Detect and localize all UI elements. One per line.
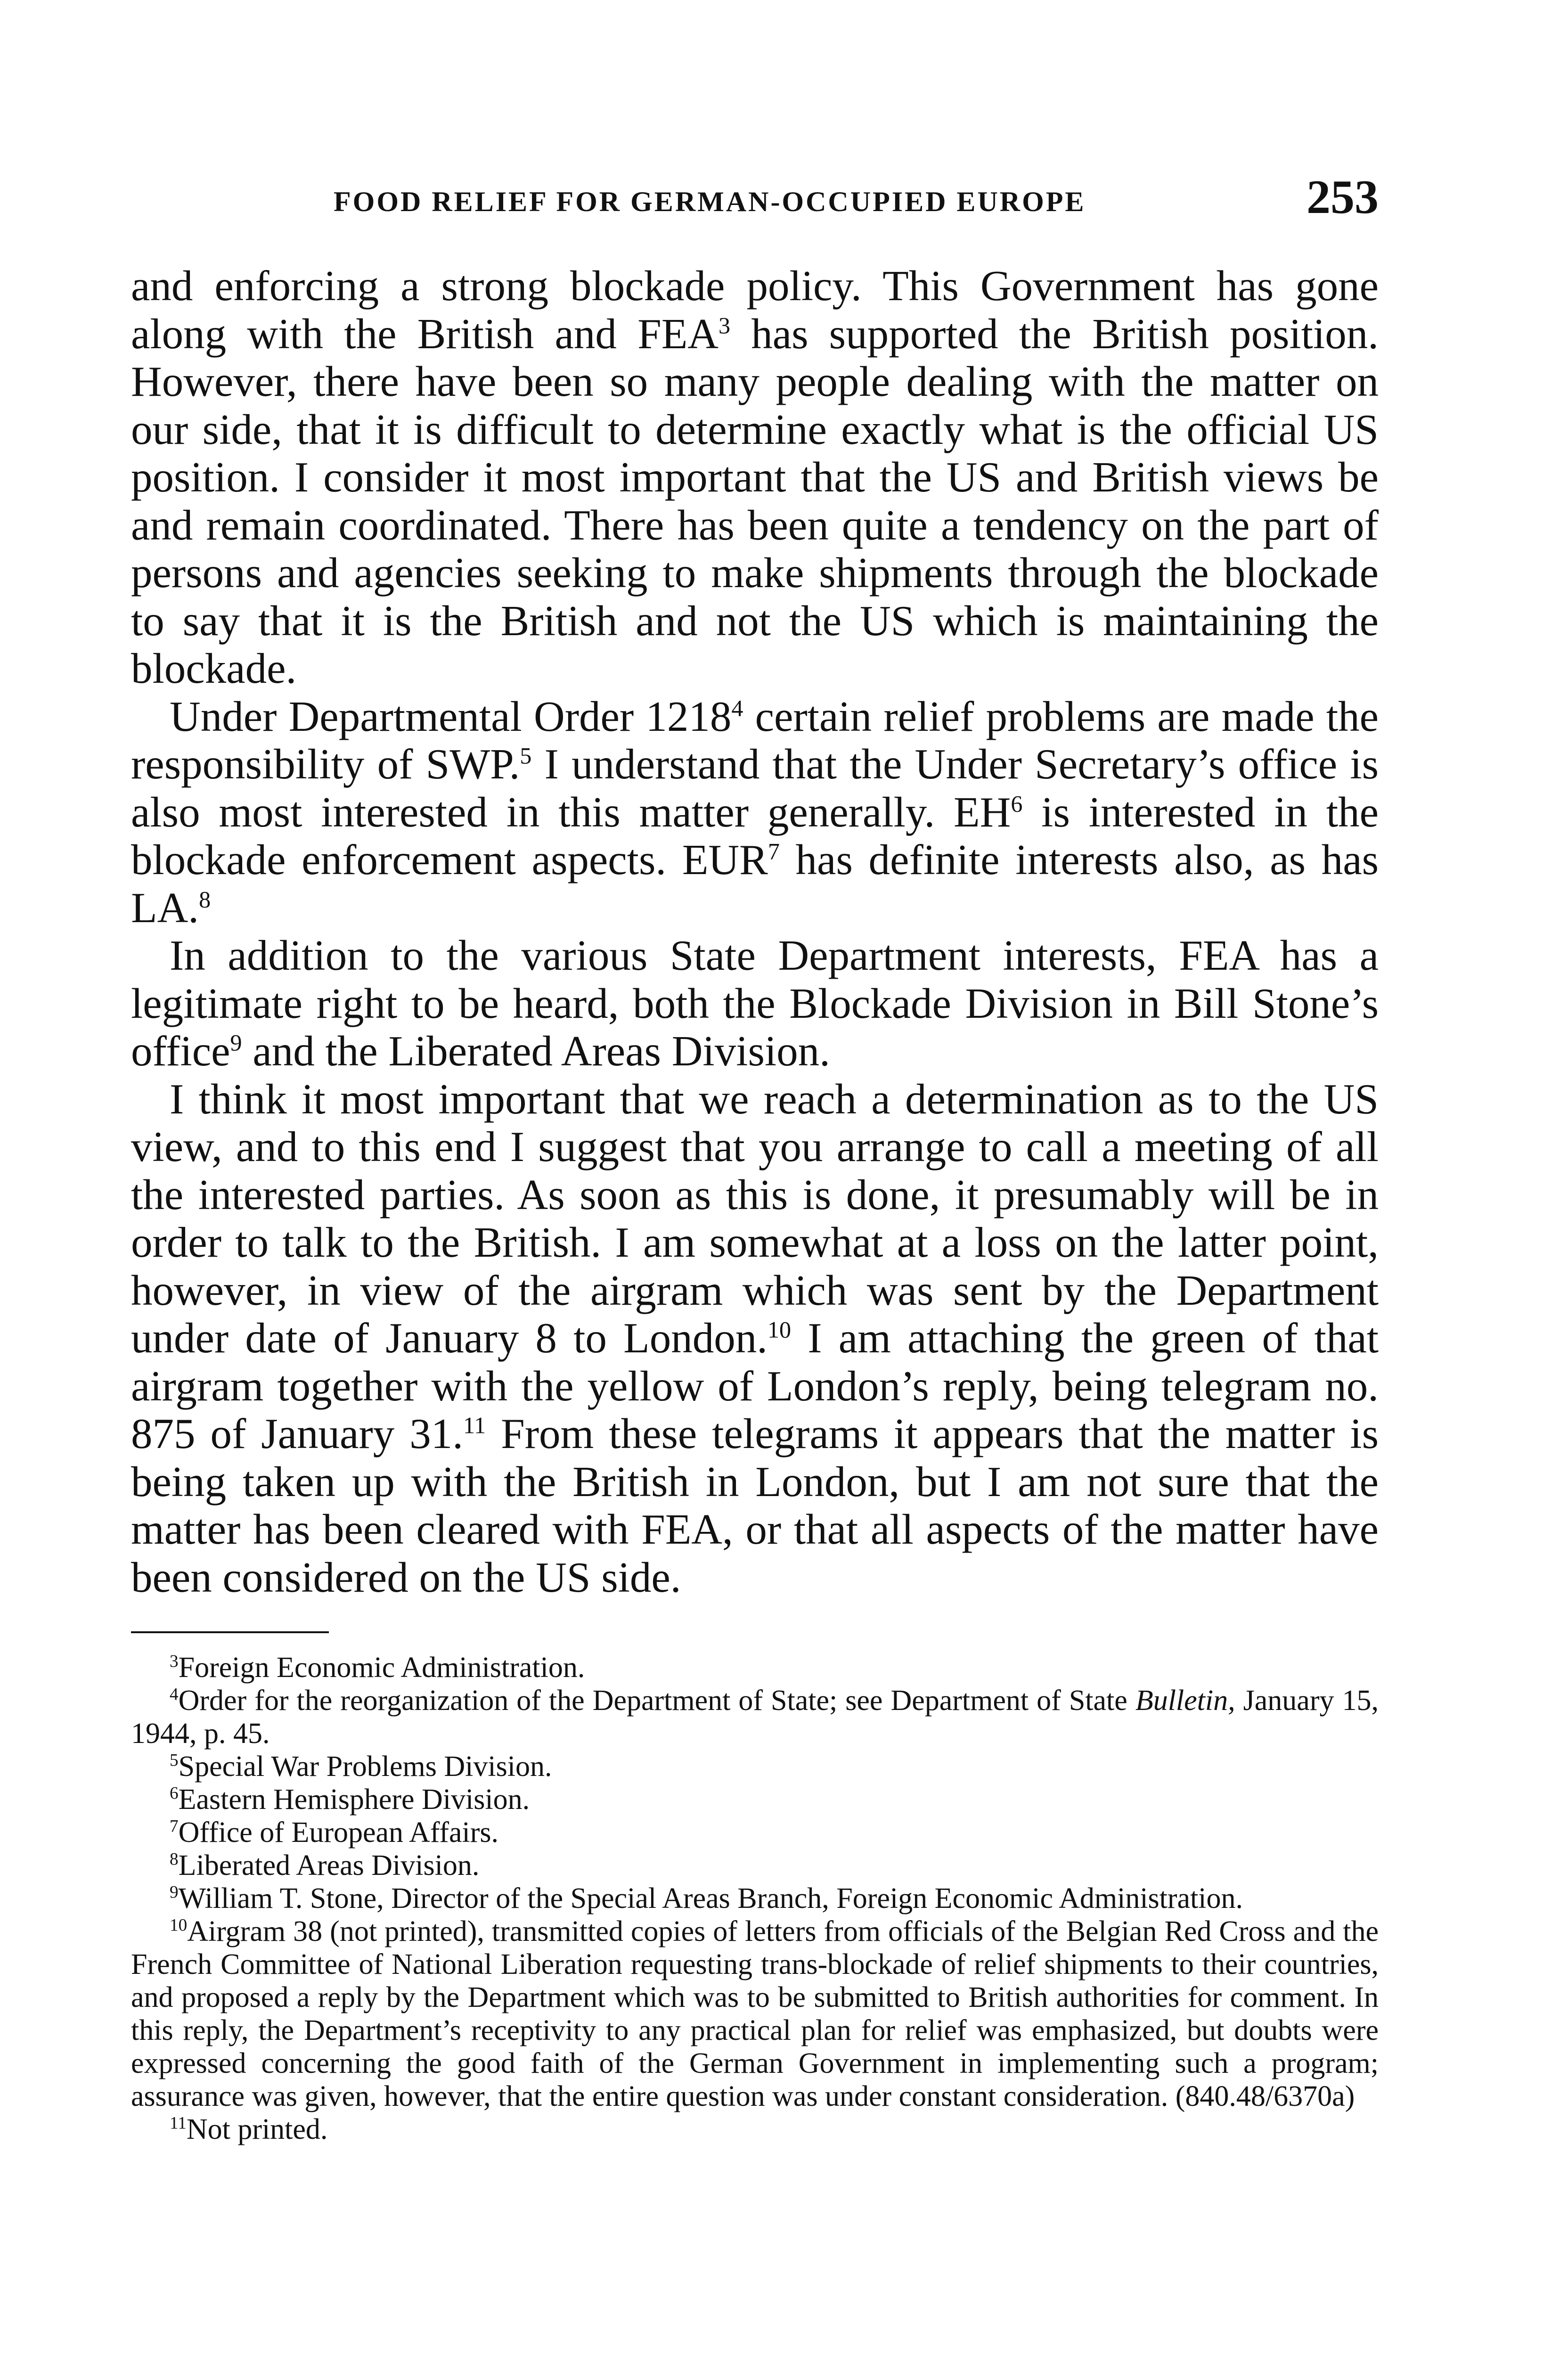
- footnote-text: Not printed.: [186, 2113, 328, 2145]
- paragraph-3: [131, 932, 1379, 1075]
- text: From these telegrams it appears that the matter is being taken up with the British in London, but I am not sure that the matter has been cleared with FEA, or that all aspects of the matter have been considered on the US side.: [131, 1410, 1379, 1601]
- footnote-3: [131, 1651, 1379, 1684]
- footnote-divider: [131, 1631, 329, 1633]
- footnote-text: Eastern Hemisphere Division.: [178, 1783, 530, 1816]
- text: and the Liberated Areas Division.: [242, 1027, 830, 1075]
- footnote-10: [131, 1915, 1379, 2113]
- footnote-mark: 10: [170, 1915, 188, 1935]
- footnote-mark: 5: [170, 1751, 179, 1770]
- footnote-5: [131, 1750, 1379, 1783]
- footnote-mark: 4: [170, 1685, 179, 1704]
- text: and enforcing a strong blockade policy. This Government has gone along with the British and FEA: [131, 262, 1379, 358]
- footnote-mark: 8: [170, 1849, 179, 1869]
- footnote-4: [131, 1684, 1379, 1750]
- body-text: [131, 262, 1379, 1601]
- footnotes: [131, 1651, 1379, 2146]
- text: certain relief problems are made the responsibility of SWP.: [131, 692, 1379, 788]
- text: I am attaching the green of that airgram together with the yellow of London’s reply, being telegram no. 875 of January 31.: [131, 1314, 1379, 1457]
- footnote-mark: 6: [170, 1783, 179, 1803]
- footnote-text-tail: January 15, 1944, p. 45.: [131, 1685, 1379, 1750]
- footnote-6: [131, 1783, 1379, 1816]
- text: Under Departmental Order 1218: [170, 692, 732, 740]
- page-number: 253: [1307, 171, 1379, 224]
- paragraph-1: [131, 262, 1379, 693]
- text: I think it most important that we reach a determination as to the US view, and to this end I suggest that you arrange to call a meeting of all the interested parties. As soon as this is done, it presumably will be in order to talk to the British. I am somewhat at a loss on the latter point, however, in view of the airgram which was sent by the Department under date of January 8 to London.: [131, 1075, 1379, 1362]
- footnote-ref-5: 5: [520, 742, 532, 769]
- footnote-8: [131, 1849, 1379, 1882]
- text: has supported the British position. However, there have been so many people dealing with the matter on our side, that it is difficult to determine exactly what is the official US position. I consider it most important that the US and British views be and remain coordinated. There has been quite a tendency on the part of persons and agencies seeking to make shipments through the blockade to say that it is the British and not the US which is maintaining the blockade.: [131, 310, 1379, 692]
- document-page: [131, 170, 1379, 2146]
- footnote-7: [131, 1816, 1379, 1849]
- text: has definite interests also, as has LA.: [131, 836, 1379, 932]
- footnote-ref-9: 9: [230, 1029, 242, 1056]
- footnote-ref-8: 8: [199, 886, 211, 913]
- footnote-ref-11: 11: [463, 1412, 486, 1439]
- footnote-text: William T. Stone, Director of the Special Areas Branch, Foreign Economic Administration.: [178, 1882, 1243, 1914]
- footnote-mark: 9: [170, 1882, 179, 1902]
- text: I understand that the Under Secretary’s office is also most interested in this matter generally. EH: [131, 740, 1379, 836]
- footnote-text: Liberated Areas Division.: [178, 1849, 480, 1882]
- paragraph-2: [131, 693, 1379, 932]
- footnote-text: Order for the reorganization of the Department of State; see Department of State: [178, 1685, 1135, 1717]
- footnote-ref-6: 6: [1011, 790, 1023, 817]
- footnote-italic: Bulletin,: [1135, 1685, 1235, 1717]
- paragraph-4: [131, 1075, 1379, 1602]
- footnote-ref-3: 3: [719, 312, 731, 339]
- running-head: FOOD RELIEF FOR GERMAN-OCCUPIED EUROPE: [334, 186, 1086, 217]
- text: In addition to the various State Department interests, FEA has a legitimate right to be heard, both the Blockade Division in Bill Stone’s office: [131, 932, 1379, 1075]
- footnote-ref-7: 7: [768, 838, 780, 865]
- footnote-text: Office of European Affairs.: [178, 1816, 499, 1849]
- footnote-ref-4: 4: [731, 695, 743, 721]
- footnote-mark: 7: [170, 1816, 179, 1836]
- footnote-mark: 11: [170, 2113, 187, 2133]
- footnote-11: [131, 2113, 1379, 2146]
- footnote-text: Special War Problems Division.: [178, 1751, 552, 1783]
- footnote-text: Foreign Economic Administration.: [178, 1652, 585, 1684]
- footnote-text: Airgram 38 (not printed), transmitted copies of letters from officials of the Belgian Red Cross and the French Committee of National Liberation requesting trans-blockade of relief shipments to their countries, and proposed a reply by the Department which was to be submitted to British authorities for comment. In this reply, the Department’s receptivity to any practical plan for relief was emphasized, but doubts were expressed concerning the good faith of the German Government in implementing such a program; assurance was given, however, that the entire question was under constant consideration. (840.48/6370a): [131, 1915, 1379, 2112]
- page-header: [131, 170, 1379, 226]
- footnote-mark: 3: [170, 1652, 179, 1671]
- footnote-9: [131, 1882, 1379, 1915]
- text: is interested in the blockade enforcement aspects. EUR: [131, 788, 1379, 884]
- footnote-ref-10: 10: [767, 1316, 791, 1343]
